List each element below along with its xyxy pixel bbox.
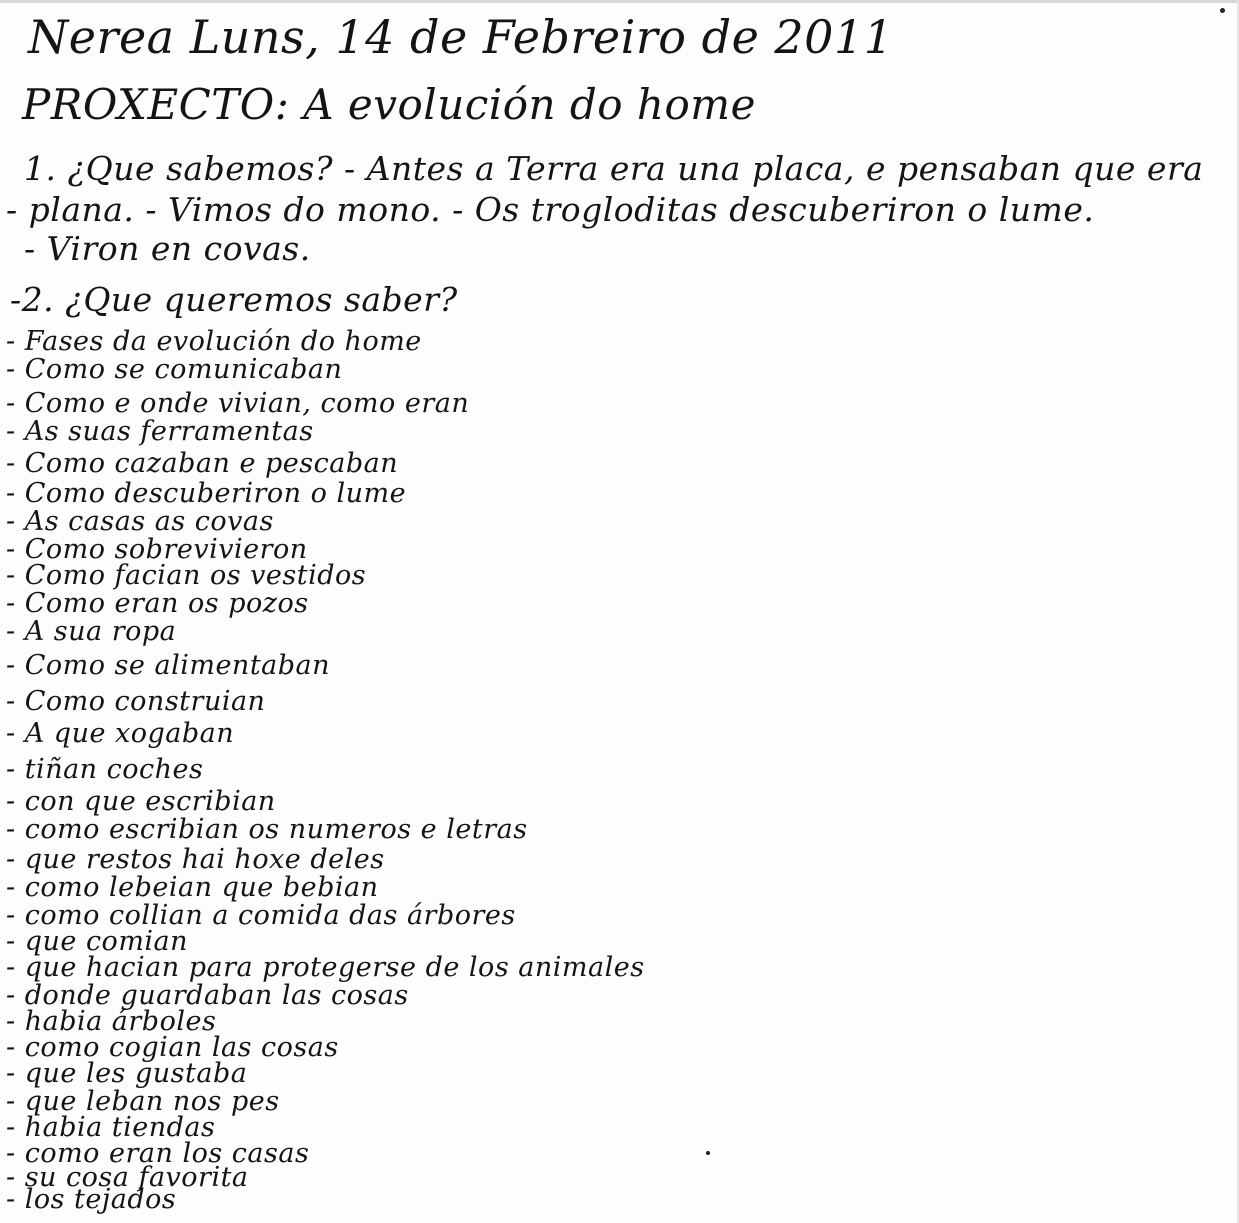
list-item: - habia árboles	[6, 1006, 217, 1037]
list-item: - los tejados	[6, 1184, 177, 1215]
list-item: - que leban nos pes	[6, 1086, 280, 1117]
list-item: - habia tiendas	[6, 1112, 216, 1143]
list-item: - As casas as covas	[6, 506, 274, 537]
list-item: - Como se comunicaban	[6, 354, 343, 385]
list-item: - Fases da evolución do home	[6, 326, 422, 357]
list-item: - como collian a comida das árbores	[6, 900, 516, 931]
ink-speck	[1220, 8, 1225, 13]
page-edge-top	[0, 0, 1239, 3]
list-item: - como cogian las cosas	[6, 1032, 339, 1063]
list-item: - As suas ferramentas	[6, 416, 314, 447]
section2-heading: -2. ¿Que queremos saber?	[10, 280, 458, 319]
list-item: - que hacian para protegerse de los animales	[6, 952, 645, 983]
list-item: - Como se alimentaban	[6, 650, 331, 681]
list-item: - A que xogaban	[6, 718, 235, 749]
list-item: - A sua ropa	[6, 616, 177, 647]
list-item: - Como cazaban e pescaban	[6, 448, 399, 479]
list-item: - que les gustaba	[6, 1058, 248, 1089]
list-item: - Como construian	[6, 686, 266, 717]
list-item: - con que escribian	[6, 786, 276, 817]
author-date-line: Nerea Luns, 14 de Febreiro de 2011	[28, 10, 894, 64]
list-item: - donde guardaban las cosas	[6, 980, 409, 1011]
section1-heading: 1. ¿Que sabemos? - Antes a Terra era una placa, e pensaban que era	[24, 149, 1204, 188]
list-item: - como escribian os numeros e letras	[6, 814, 528, 845]
project-title: PROXECTO: A evolución do home	[22, 80, 756, 129]
list-item: - Como eran os pozos	[6, 588, 309, 619]
ink-speck	[706, 1151, 710, 1155]
list-item: - que restos hai hoxe deles	[6, 844, 385, 875]
list-item: - Como descuberiron o lume	[6, 478, 407, 509]
list-item: - como lebeian que bebian	[6, 872, 379, 903]
list-item: - que comian	[6, 926, 189, 957]
list-item: - Como e onde vivian, como eran	[6, 388, 470, 419]
list-item: - su cosa favorita	[6, 1162, 249, 1193]
list-item: - Como sobrevivieron	[6, 534, 308, 565]
list-item: - Como facian os vestidos	[6, 560, 367, 591]
list-item: - tiñan coches	[6, 754, 204, 785]
list-item: - como eran los casas	[6, 1138, 310, 1169]
section1-line3: - Viron en covas.	[24, 229, 311, 268]
section1-line2: - plana. - Vimos do mono. - Os trogloditas descuberiron o lume.	[6, 190, 1095, 229]
